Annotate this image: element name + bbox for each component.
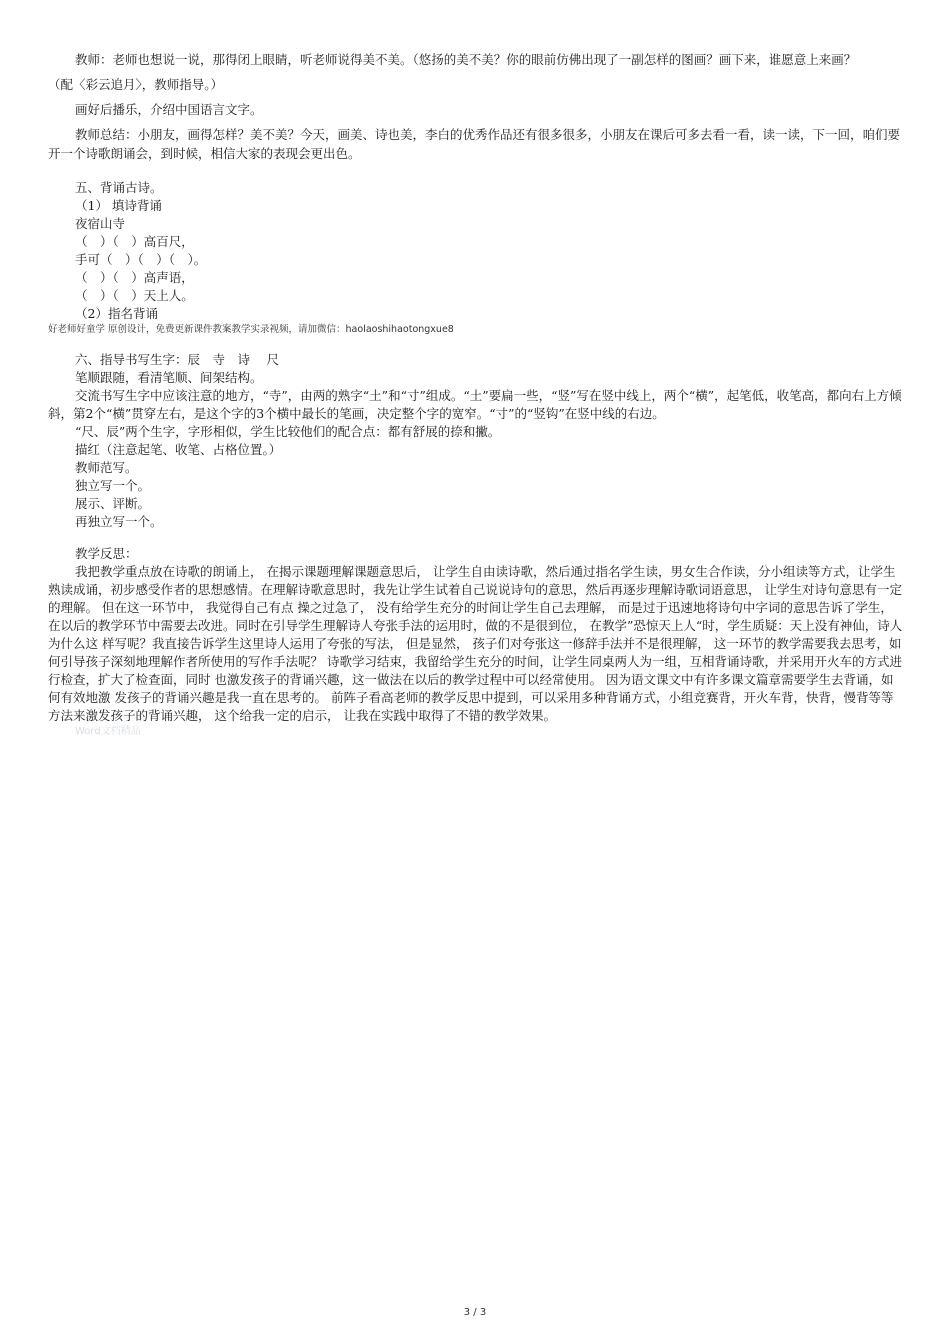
poem-line: （ ）（ ）高声语， — [75, 270, 194, 285]
advertisement-line: 好老师好童学 原创设计，免费更新课件教案教学实录视频，请加微信：haolaoshihaotongxue8 — [48, 324, 454, 335]
teacher-paragraph: 教师：老师也想说一说，那得闭上眼睛，听老师说得美不美。（悠扬的美不美？你的眼前仿佛出现了一副怎样的图画？画下来，谁愿意上来画？ — [75, 52, 857, 67]
poem-line: （ ）（ ）天上人。 — [75, 288, 194, 303]
poem-line: （ ）（ ）高百尺， — [75, 234, 194, 249]
poem-line: 手可（ ）（ ）（ ）。 — [75, 252, 207, 267]
reflection-body: 我把教学重点放在诗歌的朗诵上， 在揭示课题理解课题意思后， 让学生自由读诗歌，然后通过指名学生读，男女生合作读，分小组读等方式，让学生熟读成诵，初步感受作者的思想感情。在理解诗歌意思时，我先让学生试着自己说说诗句的意思，然后再逐步理解诗歌词语意思， 让学生对诗句意思有一定的理解。 但在这一环节中， 我觉得自己有点 操之过急了， 没有给学生充分的时间让学生自己去理解， 而是过于迅速地将诗句中字词的意思告诉了学生， 在以后的教学环节中需要去改进。同时在引导学生理解诗人夸张手法的运用时，做的不是很到位， 在教学”恐惊天上人“时，学生质疑：天上没有神仙，诗人为什么这 样写呢？我直接告诉学生这里诗人运用了夸张的写法， 但是显然， 孩子们对夸张这一修辞手法并不是很理解， 这一环节的教学需要我去思考，如何引导孩子深刻地理解作者所使用的写作手法呢？ 诗歌学习结束，我留给学生充分的时间，让学生同桌两人为一组，互相背诵诗歌，并采用开火车的方式进行检查，扩大了检查面，同时 也激发孩子的背诵兴趣，这一做法在以后的教学过程中可以经常使用。 因为语文课文中有许多课文篇章需要学生去背诵，如何有效地激 发孩子的背诵兴趣是我一直在思考的。 前阵子看高老师的教学反思中提到，可以采用多种背诵方式，小组竞赛背，开火车背，快背，慢背等等方法来激发孩子的背诵兴趣， 这个给我一定的启示， 让我在实践中取得了不错的教学效果。 — [48, 564, 903, 723]
music-paragraph: 画好后播乐，介绍中国语言文字。 — [75, 102, 263, 117]
writing-explanation: 交流书写生字中应该注意的地方，“寺”，由两的熟字“土”和“寸”组成。“土”要扁一些，“竖”写在竖中线上，两个“横”，起笔低，收笔高，都向右上方倾斜，第2个“横”贯穿左右，是这个字的3个横中最长的笔画，决定整个字的宽窄。“寸”的“竖钩”在竖中线的右边。 — [48, 388, 902, 421]
document-page — [48, 50, 904, 739]
subsection-named-recite: （2）指名背诵 — [75, 306, 158, 321]
page-number: 3 / 3 — [463, 1307, 487, 1318]
section-heading: 六、指导书写生字：辰 寺 诗 尺 — [75, 352, 279, 367]
reflection-heading: 教学反思： — [75, 546, 138, 561]
section-reflection — [48, 545, 904, 739]
writing-step: 独立写一个。 — [75, 478, 151, 493]
writing-step: 教师范写。 — [75, 460, 138, 475]
writing-step: 笔顺跟随，看清笔顺、间架结构。 — [75, 370, 263, 385]
section-writing-characters — [48, 351, 904, 531]
section-heading: 五、背诵古诗。 — [75, 180, 163, 195]
writing-step: 再独立写一个。 — [75, 514, 163, 529]
teacher-guidance-note: （配〈彩云追月〉，教师指导。） — [48, 77, 224, 92]
writing-step: 展示、评断。 — [75, 496, 151, 511]
section-recite-poem — [48, 179, 904, 323]
watermark-text: Word文档精品 — [75, 726, 141, 737]
poem-title: 夜宿山寺 — [75, 216, 126, 231]
writing-step: 描红（注意起笔、收笔、占格位置。） — [75, 442, 282, 457]
summary-paragraph: 教师总结：小朋友，画得怎样？美不美？今天，画美、诗也美，李白的优秀作品还有很多很多，小朋友在课后可多去看一看，读一读，下一回，咱们要开一个诗歌朗诵会，到时候，相信大家的表现会更出色。 — [48, 127, 901, 161]
writing-step: “尺、辰”两个生字，字形相似，学生比较他们的配合点：都有舒展的捺和撇。 — [75, 424, 501, 439]
subsection-fill-recite: （1） 填诗背诵 — [75, 198, 162, 213]
